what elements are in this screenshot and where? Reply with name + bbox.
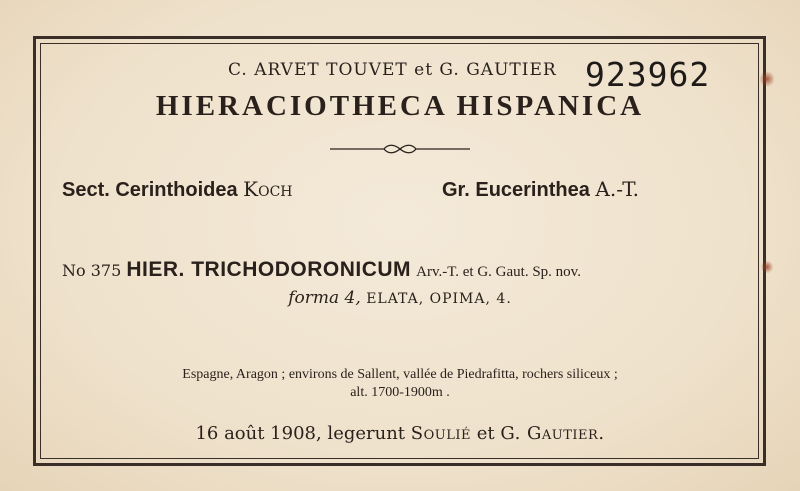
section-name: Sect. Cerinthoidea <box>62 179 238 201</box>
collector-2: G. Gautier. <box>500 423 605 444</box>
locality-line-1: Espagne, Aragon ; environs de Sallent, vallée de Piedrafitta, rochers siliceux ; <box>182 367 618 382</box>
section-author: Koch <box>243 177 293 201</box>
rust-stain <box>760 70 774 88</box>
group-line <box>442 177 639 202</box>
species-number: No 375 <box>62 261 122 280</box>
collector-joiner: et <box>476 423 495 444</box>
group-name: Gr. Eucerinthea <box>442 179 590 201</box>
group-author: A.-T. <box>595 177 640 201</box>
forma-descriptors: ELATA, OPIMA, 4. <box>366 291 512 307</box>
collection-line <box>0 423 800 444</box>
section-line <box>62 177 293 202</box>
specimen-number: 923962 <box>585 55 711 94</box>
species-name: HIER. TRICHODORONICUM <box>126 258 412 281</box>
forma-italic: forma 4, <box>288 288 361 308</box>
forma-line <box>0 288 800 308</box>
collection-title: HIERACIOTHECA HISPANICA <box>155 90 645 122</box>
collection-date: 16 août 1908, legerunt <box>195 423 406 444</box>
locality-line-2: alt. 1700-1900m . <box>350 385 450 400</box>
rust-stain <box>761 260 773 274</box>
species-line <box>62 258 581 282</box>
authors-line: C. ARVET TOUVET et G. GAUTIER <box>228 60 557 80</box>
species-author: Arv.-T. et G. Gaut. Sp. nov. <box>416 264 581 280</box>
collector-1: Soulié <box>410 423 471 444</box>
ornament-divider <box>330 143 470 155</box>
